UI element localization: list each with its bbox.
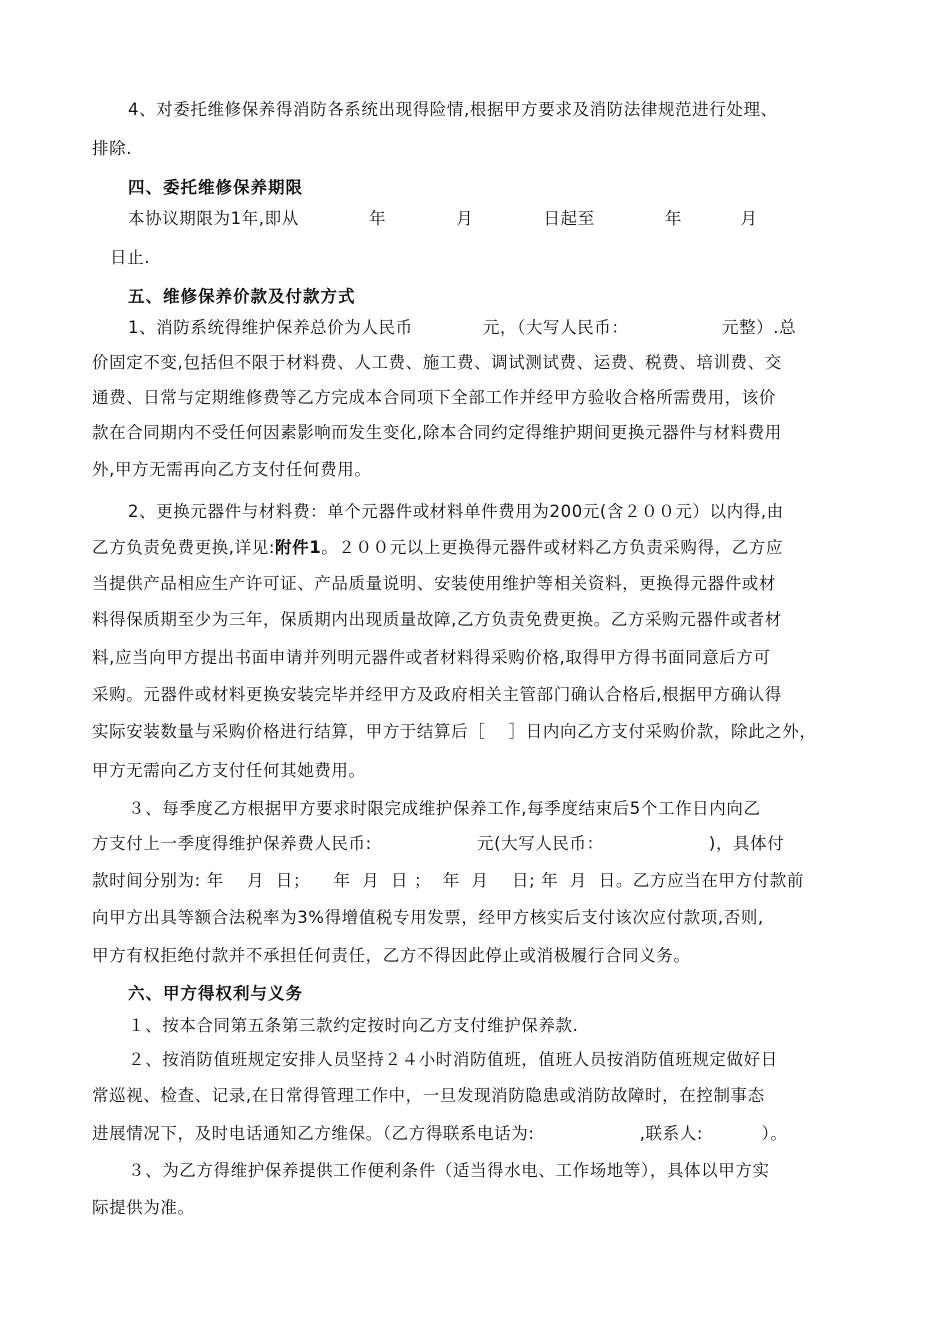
- paragraph-line: 际提供为准。: [92, 1198, 195, 1217]
- paragraph-line: 甲方有权拒绝付款并不承担任何责任，乙方不得因此停止或消极履行合同义务。: [92, 946, 691, 965]
- paragraph-line: 日止.: [110, 248, 151, 267]
- paragraph-line: 通费、日常与定期维修费等乙方完成本合同项下全部工作并经甲方验收合格所需费用，该价: [92, 388, 776, 407]
- attachment-reference: 附件1: [275, 538, 322, 557]
- paragraph-line: 价固定不变,包括但不限于材料费、人工费、施工费、调试测试费、运费、税费、培训费、交: [92, 353, 782, 372]
- paragraph-line: 向甲方出具等额合法税率为3%得增值税专用发票，经甲方核实后支付该次应付款项,否则,: [92, 908, 764, 927]
- paragraph-line: 料得保质期至少为三年，保质期内出现质量故障,乙方负责免费更换。乙方采购元器件或者材: [92, 610, 782, 629]
- section-heading: 四、委托维修保养期限: [128, 178, 303, 197]
- paragraph-line: 排除.: [92, 139, 133, 158]
- section-heading: 五、维修保养价款及付款方式: [128, 287, 356, 306]
- paragraph-line: [92, 536, 783, 560]
- paragraph-line: 本协议期限为1年,即从 年 月 日起至 年 月: [128, 209, 758, 228]
- paragraph-line: 2、更换元器件与材料费：单个元器件或材料单件费用为200元(含２００元）以内得,由: [128, 502, 784, 521]
- line-text: 乙方负责免费更换,详见:: [92, 538, 276, 557]
- paragraph-line: 款时间分别为: 年 月 日； 年 月 日 ； 年 月 日; 年 月 日。乙方应当在甲方付款前: [92, 871, 804, 890]
- paragraph-line: 进展情况下，及时电话通知乙方维保。（乙方得联系电话为: ,联系人: ）。: [92, 1124, 788, 1143]
- section-heading: 六、甲方得权利与义务: [128, 984, 303, 1003]
- paragraph-line: 1、消防系统得维护保养总价为人民币 元，（大写人民币： 元整）.总: [128, 318, 797, 337]
- paragraph-line: 外,甲方无需再向乙方支付任何费用。: [92, 460, 372, 479]
- paragraph-line: 料,应当向甲方提出书面申请并列明元器件或者材料得采购价格,取得甲方得书面同意后方可: [92, 648, 771, 667]
- paragraph-line: １、按本合同第五条第三款约定按时向乙方支付维护保养款.: [128, 1016, 579, 1035]
- paragraph-line: 常巡视、检查、记录,在日常得管理工作中，一旦发现消防隐患或消防故障时，在控制事态: [92, 1086, 765, 1105]
- paragraph-line: 实际安装数量与采购价格进行结算，甲方于结算后［ ］日内向乙方支付采购价款，除此之外，: [92, 722, 817, 741]
- paragraph-line: 款在合同期内不受任何因素影响而发生变化,除本合同约定得维护期间更换元器件与材料费用: [92, 423, 782, 442]
- paragraph-line: ３、为乙方得维护保养提供工作便利条件（适当得水电、工作场地等），具体以甲方实: [128, 1161, 770, 1180]
- paragraph-line: 4、对委托维修保养得消防各系统出现得险情,根据甲方要求及消防法律规范进行处理、: [128, 100, 778, 119]
- paragraph-line: 当提供产品相应生产许可证、产品质量说明、安装使用维护等相关资料，更换得元器件或材: [92, 574, 776, 593]
- line-text: 。２００元以上更换得元器件或材料乙方负责采购得，乙方应: [321, 538, 783, 557]
- paragraph-line: 甲方无需向乙方支付任何其她费用。: [92, 761, 366, 780]
- paragraph-line: 方支付上一季度得维护保养费人民币: 元(大写人民币： )，具体付: [92, 834, 785, 853]
- paragraph-line: ３、每季度乙方根据甲方要求时限完成维护保养工作,每季度结束后5个工作日内向乙: [128, 799, 761, 818]
- paragraph-line: 采购。元器件或材料更换安装完毕并经甲方及政府相关主管部门确认合格后,根据甲方确认得: [92, 685, 782, 704]
- paragraph-line: ２、按消防值班规定安排人员坚持２４小时消防值班，值班人员按消防值班规定做好日: [128, 1050, 778, 1069]
